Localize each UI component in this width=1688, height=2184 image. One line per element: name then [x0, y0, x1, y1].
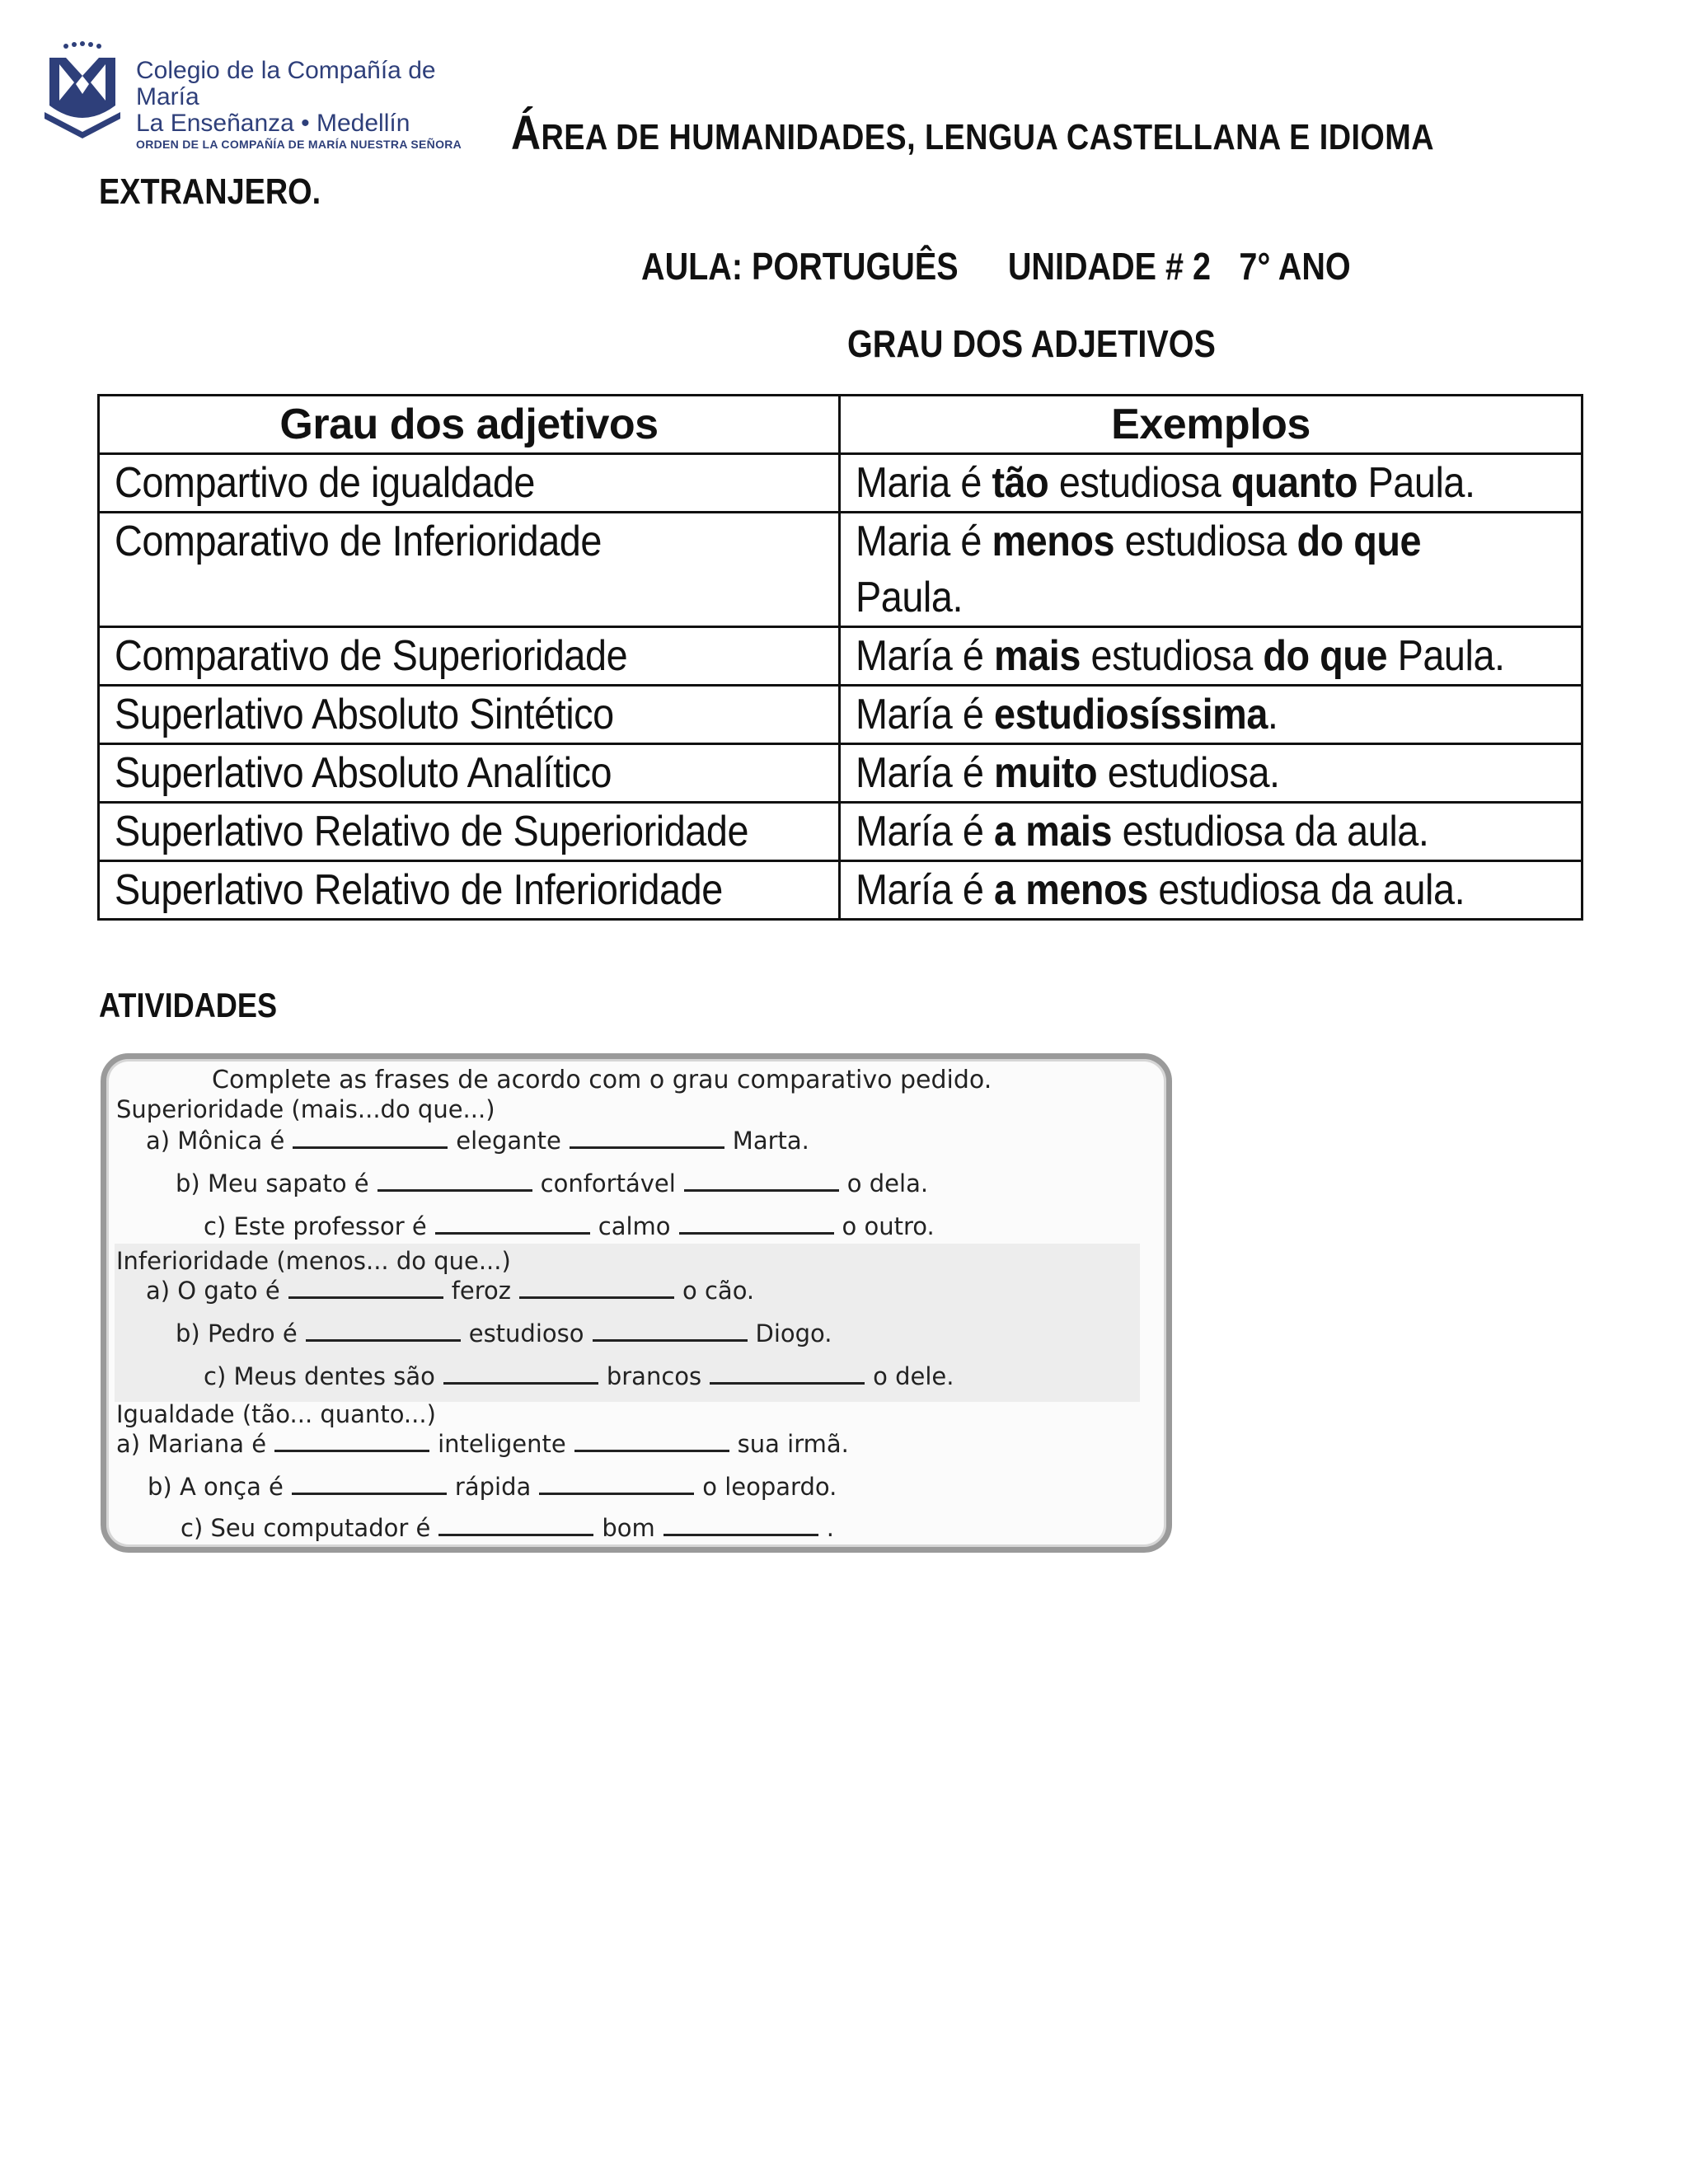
- blank-line[interactable]: [593, 1319, 748, 1342]
- blank-line[interactable]: [519, 1277, 674, 1299]
- blank-line[interactable]: [679, 1212, 834, 1235]
- blank-line[interactable]: [663, 1514, 818, 1536]
- blank-line[interactable]: [539, 1473, 694, 1495]
- grau-cell: Comparativo de Inferioridade: [99, 513, 840, 627]
- sup-item-c: c) Este professor é calmo o outro.: [204, 1212, 935, 1240]
- header-exemplos: Exemplos: [840, 396, 1582, 454]
- atividades-heading: ATIVIDADES: [99, 986, 278, 1024]
- exemplo-cell: María é a mais estudiosa da aula.: [840, 803, 1582, 861]
- inf-item-a: a) O gato é feroz o cão.: [146, 1277, 755, 1305]
- table-row: [99, 627, 1582, 686]
- blank-line[interactable]: [574, 1430, 729, 1452]
- area-title-rest: REA DE HUMANIDADES, LENGUA CASTELLANA E IDIOMA: [541, 117, 1434, 157]
- blank-line[interactable]: [292, 1473, 447, 1495]
- blank-line[interactable]: [377, 1169, 532, 1192]
- exemplo-cell: María é muito estudiosa.: [840, 744, 1582, 803]
- topic-title: GRAU DOS ADJETIVOS: [847, 322, 1216, 365]
- inf-item-c: c) Meus dentes são brancos o dele.: [204, 1362, 954, 1390]
- ano-label: 7° ANO: [1239, 245, 1351, 288]
- grau-cell: Superlativo Absoluto Analítico: [99, 744, 840, 803]
- unidade-label: UNIDADE # 2: [1007, 245, 1212, 288]
- logo-line-2: La Enseñanza • Medellín: [136, 110, 410, 137]
- grau-cell: Superlativo Absoluto Sintético: [99, 686, 840, 744]
- blank-line[interactable]: [274, 1430, 429, 1452]
- logo-line-3: ORDEN DE LA COMPAÑÍA DE MARÍA NUESTRA SEÑORA: [136, 138, 462, 151]
- igu-item-b: b) A onça é rápida o leopardo.: [148, 1473, 837, 1501]
- exemplo-cell: María é mais estudiosa do que Paula.: [840, 627, 1582, 686]
- exemplo-cell: Maria é tão estudiosa quanto Paula.: [840, 454, 1582, 513]
- blank-line[interactable]: [570, 1127, 724, 1149]
- exemplo-cell: María é estudiosíssima.: [840, 686, 1582, 744]
- igualdade-label: Igualdade (tão... quanto...): [116, 1400, 436, 1428]
- grau-cell: Superlativo Relativo de Inferioridade: [99, 861, 840, 920]
- blank-line[interactable]: [288, 1277, 443, 1299]
- exemplo-cell: María é a menos estudiosa da aula.: [840, 861, 1582, 920]
- sup-item-a: a) Mônica é elegante Marta.: [146, 1127, 809, 1155]
- table-row: [99, 861, 1582, 920]
- class-info: [641, 244, 1351, 288]
- logo-line-1: Colegio de la Compañía de María: [136, 57, 436, 110]
- header-grau: Grau dos adjetivos: [99, 396, 840, 454]
- area-title: [511, 105, 1434, 161]
- superioridade-label: Superioridade (mais...do que...): [116, 1095, 495, 1123]
- exercise-instruction: Complete as frases de acordo com o grau comparativo pedido.: [212, 1066, 992, 1094]
- exemplo-cell: Maria é menos estudiosa do que Paula.: [840, 513, 1582, 627]
- grau-table: [97, 394, 1583, 921]
- table-row: [99, 513, 1582, 627]
- area-title-initial: Á: [511, 106, 542, 160]
- blank-line[interactable]: [293, 1127, 448, 1149]
- inferioridade-label: Inferioridade (menos... do que...): [116, 1247, 511, 1275]
- grau-cell: Compartivo de igualdade: [99, 454, 840, 513]
- table-row: [99, 686, 1582, 744]
- blank-line[interactable]: [684, 1169, 839, 1192]
- table-row: [99, 744, 1582, 803]
- exercise-box: [101, 1053, 1172, 1553]
- inf-item-b: b) Pedro é estudioso Diogo.: [176, 1319, 832, 1347]
- igu-item-c: c) Seu computador é bom .: [181, 1514, 834, 1542]
- table-row: [99, 803, 1582, 861]
- school-logo: [41, 40, 486, 151]
- grau-cell: Comparativo de Superioridade: [99, 627, 840, 686]
- table-row: [99, 454, 1582, 513]
- sup-item-b: b) Meu sapato é confortável o dela.: [176, 1169, 929, 1197]
- igu-item-a: a) Mariana é inteligente sua irmã.: [116, 1430, 849, 1458]
- blank-line[interactable]: [710, 1362, 865, 1385]
- grau-cell: Superlativo Relativo de Superioridade: [99, 803, 840, 861]
- blank-line[interactable]: [306, 1319, 461, 1342]
- table-header-row: [99, 396, 1582, 454]
- blank-line[interactable]: [443, 1362, 598, 1385]
- blank-line[interactable]: [435, 1212, 590, 1235]
- area-title-continuation: EXTRANJERO.: [99, 171, 321, 212]
- aula-label: AULA: PORTUGUÊS: [641, 245, 959, 288]
- blank-line[interactable]: [438, 1514, 593, 1536]
- school-crest-icon: [41, 40, 124, 138]
